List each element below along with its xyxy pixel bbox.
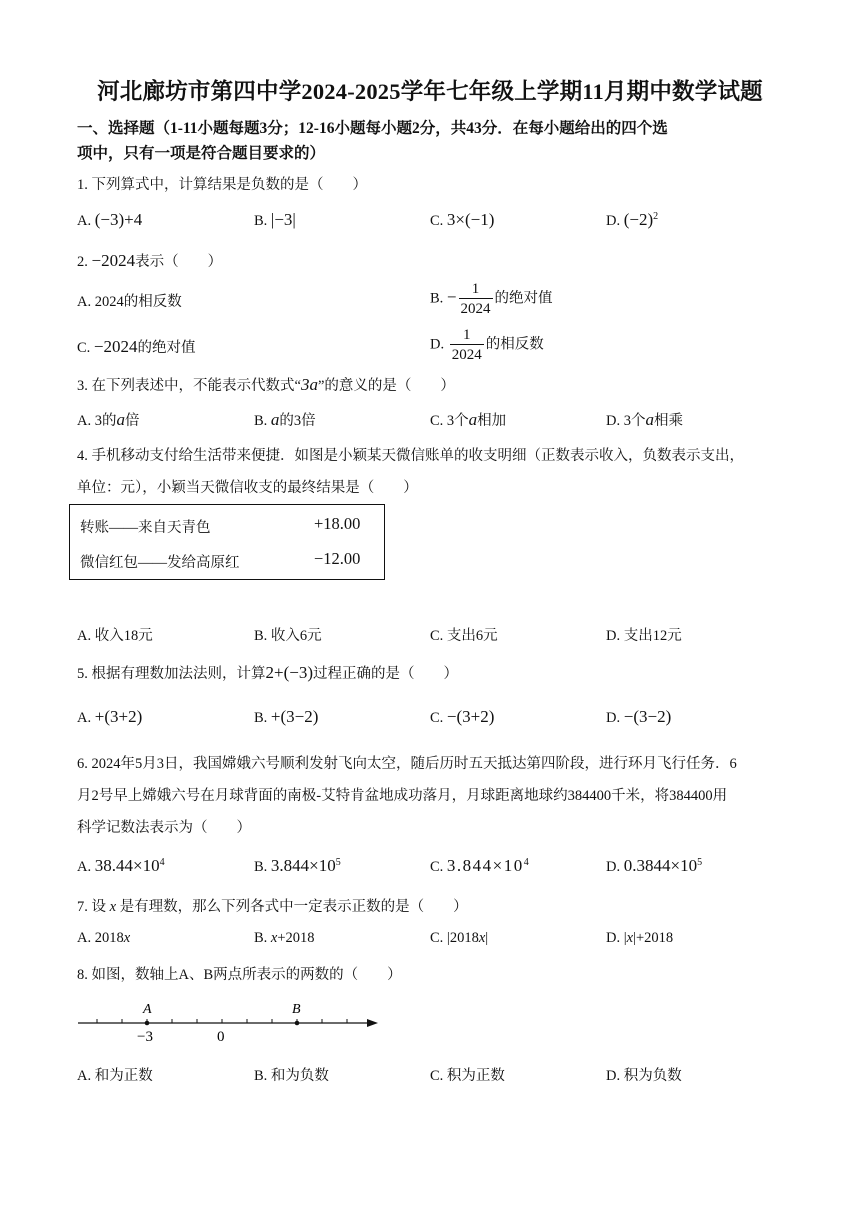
q1-a-math: (−3)+4 bbox=[94, 210, 143, 229]
q4-stem-line2: 单位：元），小颖当天微信收支的最终结果是（ ） bbox=[77, 480, 418, 496]
q4-option-a: A. 收入18元 bbox=[77, 628, 153, 644]
q7-stem-post: 是有理数，那么下列各式中一定表示正数的是（ ） bbox=[119, 899, 468, 915]
q7-c-var: x bbox=[478, 930, 486, 946]
q2-option-c bbox=[77, 336, 196, 357]
q7-a-pre: A. 2018 bbox=[77, 930, 124, 946]
q6-b-exp: 5 bbox=[335, 857, 341, 869]
q7-option-b bbox=[254, 930, 315, 947]
q8-option-a: A. 和为正数 bbox=[77, 1068, 153, 1084]
q3-stem-math: 3a bbox=[300, 375, 318, 394]
q6-b-base: 3.844×10 bbox=[270, 856, 336, 875]
bill-row-2-label: 微信红包——发给高原红 bbox=[80, 555, 240, 571]
q2-num: 2. bbox=[77, 254, 88, 270]
q1-option-a bbox=[77, 210, 142, 230]
q7-b-var: x bbox=[270, 930, 278, 946]
q5-c-math: −(3+2) bbox=[446, 707, 495, 726]
q1-c-math: 3×(−1) bbox=[446, 210, 495, 229]
number-line-arrow bbox=[367, 1019, 378, 1027]
q4-stem-line1: 4. 手机移动支付给生活带来便捷．如图是小颖某天微信账单的收支明细（正数表示收入，负数表示支出， bbox=[77, 448, 744, 464]
q1-b-label: B. bbox=[254, 213, 268, 229]
q2-option-d bbox=[430, 326, 544, 364]
q1-a-label: A. bbox=[77, 213, 92, 229]
q2-b-fraction bbox=[459, 280, 493, 318]
q5-a-math: +(3+2) bbox=[94, 707, 143, 726]
q3-c-var: a bbox=[468, 410, 478, 429]
wechat-bill-box bbox=[69, 504, 385, 580]
q4-option-b: B. 收入6元 bbox=[254, 628, 322, 644]
q2-stem bbox=[77, 250, 222, 271]
tick-label-0: 0 bbox=[217, 1029, 225, 1045]
point-b-dot bbox=[295, 1021, 300, 1026]
q6-a-base: 38.44×10 bbox=[94, 856, 160, 875]
q1-d-math: (−2) bbox=[623, 210, 654, 229]
q2-c-math: −2024 bbox=[93, 337, 138, 356]
q1-d-exp: 2 bbox=[653, 211, 659, 223]
q5-option-b bbox=[254, 707, 318, 727]
q7-stem-var: x bbox=[109, 899, 117, 915]
number-line-figure bbox=[70, 995, 390, 1047]
q2-b-denominator: 2024 bbox=[459, 298, 493, 318]
tick-label-neg3: −3 bbox=[137, 1029, 153, 1045]
q5-b-math: +(3−2) bbox=[270, 707, 319, 726]
q6-d-exp: 5 bbox=[697, 857, 703, 869]
point-b-label: B bbox=[292, 1002, 301, 1017]
q7-option-d bbox=[606, 930, 673, 947]
q5-stem bbox=[77, 662, 458, 683]
q2-c-label: C. bbox=[77, 340, 91, 356]
q3-d-pre: D. 3个 bbox=[606, 413, 646, 429]
q2-d-denominator: 2024 bbox=[450, 344, 484, 364]
q7-stem-pre: 7. 设 bbox=[77, 899, 106, 915]
q4-option-d: D. 支出12元 bbox=[606, 628, 682, 644]
q2-option-a: A. 2024的相反数 bbox=[77, 294, 182, 310]
q3-b-post: 的3倍 bbox=[279, 413, 316, 429]
q6-stem-line2: 月2号早上嫦娥六号在月球背面的南极-艾特肯盆地成功落月，月球距离地球约384400千米，将384400用 bbox=[77, 788, 728, 804]
q7-b-post: +2018 bbox=[277, 930, 315, 946]
q5-stem-pre: 5. 根据有理数加法法则，计算 bbox=[77, 666, 266, 682]
q1-b-math: |−3| bbox=[270, 210, 296, 229]
bill-row-1-label: 转账——来自天青色 bbox=[80, 520, 211, 536]
q3-b-pre: B. bbox=[254, 413, 268, 429]
q6-d-label: D. bbox=[606, 859, 621, 875]
q3-option-a bbox=[77, 409, 139, 430]
q3-stem-pre: 3. 在下列表述中，不能表示代数式“ bbox=[77, 378, 301, 394]
q3-d-post: 相乘 bbox=[653, 413, 683, 429]
point-a-label: A bbox=[143, 1002, 152, 1017]
q6-d-base: 0.3844×10 bbox=[623, 856, 698, 875]
q7-d-pre: D. | bbox=[606, 930, 627, 946]
q1-option-c bbox=[430, 210, 494, 230]
q5-option-d bbox=[606, 707, 671, 727]
q2-d-fraction bbox=[450, 326, 484, 364]
q7-d-post: |+2018 bbox=[633, 930, 674, 946]
q6-c-label: C. bbox=[430, 859, 444, 875]
q5-d-label: D. bbox=[606, 710, 621, 726]
q3-stem bbox=[77, 374, 455, 395]
q7-c-pre: C. |2018 bbox=[430, 930, 479, 946]
q7-d-var: x bbox=[626, 930, 634, 946]
q2-b-text: 的绝对值 bbox=[494, 290, 553, 307]
q2-d-text: 的相反数 bbox=[485, 336, 544, 353]
q6-c-exp: 4 bbox=[523, 857, 529, 869]
q2-b-sign: − bbox=[446, 287, 457, 307]
q7-b-pre: B. bbox=[254, 930, 268, 946]
q3-d-var: a bbox=[645, 410, 654, 429]
q6-a-label: A. bbox=[77, 859, 92, 875]
q3-option-c bbox=[430, 409, 506, 430]
q5-stem-math: 2+(−3) bbox=[265, 663, 313, 682]
q3-c-post: 相加 bbox=[477, 413, 507, 429]
q2-option-b bbox=[430, 280, 553, 318]
q3-stem-post: ”的意义的是（ ） bbox=[317, 378, 455, 394]
q3-option-b bbox=[254, 409, 316, 430]
q7-stem bbox=[77, 895, 468, 916]
q6-stem-line1: 6. 2024年5月3日，我国嫦娥六号顺利发射飞向太空，随后历时五天抵达第四阶段，进行环月飞行任务．6 bbox=[77, 756, 737, 772]
q7-c-post: | bbox=[485, 930, 489, 946]
q2-d-label: D. bbox=[430, 336, 445, 353]
q6-option-c bbox=[430, 856, 529, 876]
q1-c-label: C. bbox=[430, 213, 444, 229]
q2-d-numerator: 1 bbox=[462, 327, 471, 343]
bill-row-2-value: −12.00 bbox=[314, 549, 361, 568]
q5-d-math: −(3−2) bbox=[623, 707, 672, 726]
q6-option-a bbox=[77, 856, 165, 876]
q1-d-label: D. bbox=[606, 213, 621, 229]
q5-stem-post: 过程正确的是（ ） bbox=[313, 666, 458, 682]
q6-a-exp: 4 bbox=[159, 857, 165, 869]
q4-option-c: C. 支出6元 bbox=[430, 628, 498, 644]
q3-c-pre: C. 3个 bbox=[430, 413, 469, 429]
q3-a-post: 倍 bbox=[124, 413, 140, 429]
q8-option-b: B. 和为负数 bbox=[254, 1068, 329, 1084]
q7-option-c bbox=[430, 930, 488, 947]
q2-c-text: 的绝对值 bbox=[137, 340, 196, 356]
q3-option-d bbox=[606, 409, 683, 430]
q6-option-d bbox=[606, 856, 702, 876]
q1-option-d bbox=[606, 210, 658, 230]
section-header-line2: 项中，只有一项是符合题目要求的） bbox=[77, 145, 326, 162]
q5-option-c bbox=[430, 707, 494, 727]
bill-row-1-value: +18.00 bbox=[314, 514, 361, 533]
q5-c-label: C. bbox=[430, 710, 444, 726]
q7-a-var: x bbox=[123, 930, 131, 946]
page-title: 河北廊坊市第四中学2024-2025学年七年级上学期11月期中数学试题 bbox=[97, 79, 763, 104]
q2-b-label: B. bbox=[430, 290, 444, 307]
q3-a-pre: A. 3的 bbox=[77, 413, 117, 429]
q8-option-c: C. 积为正数 bbox=[430, 1068, 505, 1084]
q6-stem-line3: 科学记数法表示为（ ） bbox=[77, 820, 251, 836]
q6-c-base: 3.844×10 bbox=[446, 856, 524, 875]
section-header-line1: 一、选择题（1-11小题每题3分；12-16小题每小题2分，共43分．在每小题给出的四个选 bbox=[77, 120, 668, 137]
q5-option-a bbox=[77, 707, 142, 727]
q6-b-label: B. bbox=[254, 859, 268, 875]
q7-option-a bbox=[77, 930, 130, 947]
q5-a-label: A. bbox=[77, 710, 92, 726]
q5-b-label: B. bbox=[254, 710, 268, 726]
point-a-dot bbox=[145, 1021, 150, 1026]
q2-stem-math: −2024 bbox=[91, 251, 136, 270]
q3-a-var: a bbox=[116, 410, 125, 429]
q1-option-b bbox=[254, 210, 296, 230]
q3-b-var: a bbox=[270, 410, 280, 429]
q8-stem: 8. 如图，数轴上A、B两点所表示的两数的（ ） bbox=[77, 967, 402, 983]
q6-option-b bbox=[254, 856, 341, 876]
q2-b-numerator: 1 bbox=[471, 281, 480, 297]
q8-option-d: D. 积为负数 bbox=[606, 1068, 682, 1084]
q2-stem-text: 表示（ ） bbox=[135, 254, 223, 270]
q1-stem: 1. 下列算式中，计算结果是负数的是（ ） bbox=[77, 177, 367, 193]
